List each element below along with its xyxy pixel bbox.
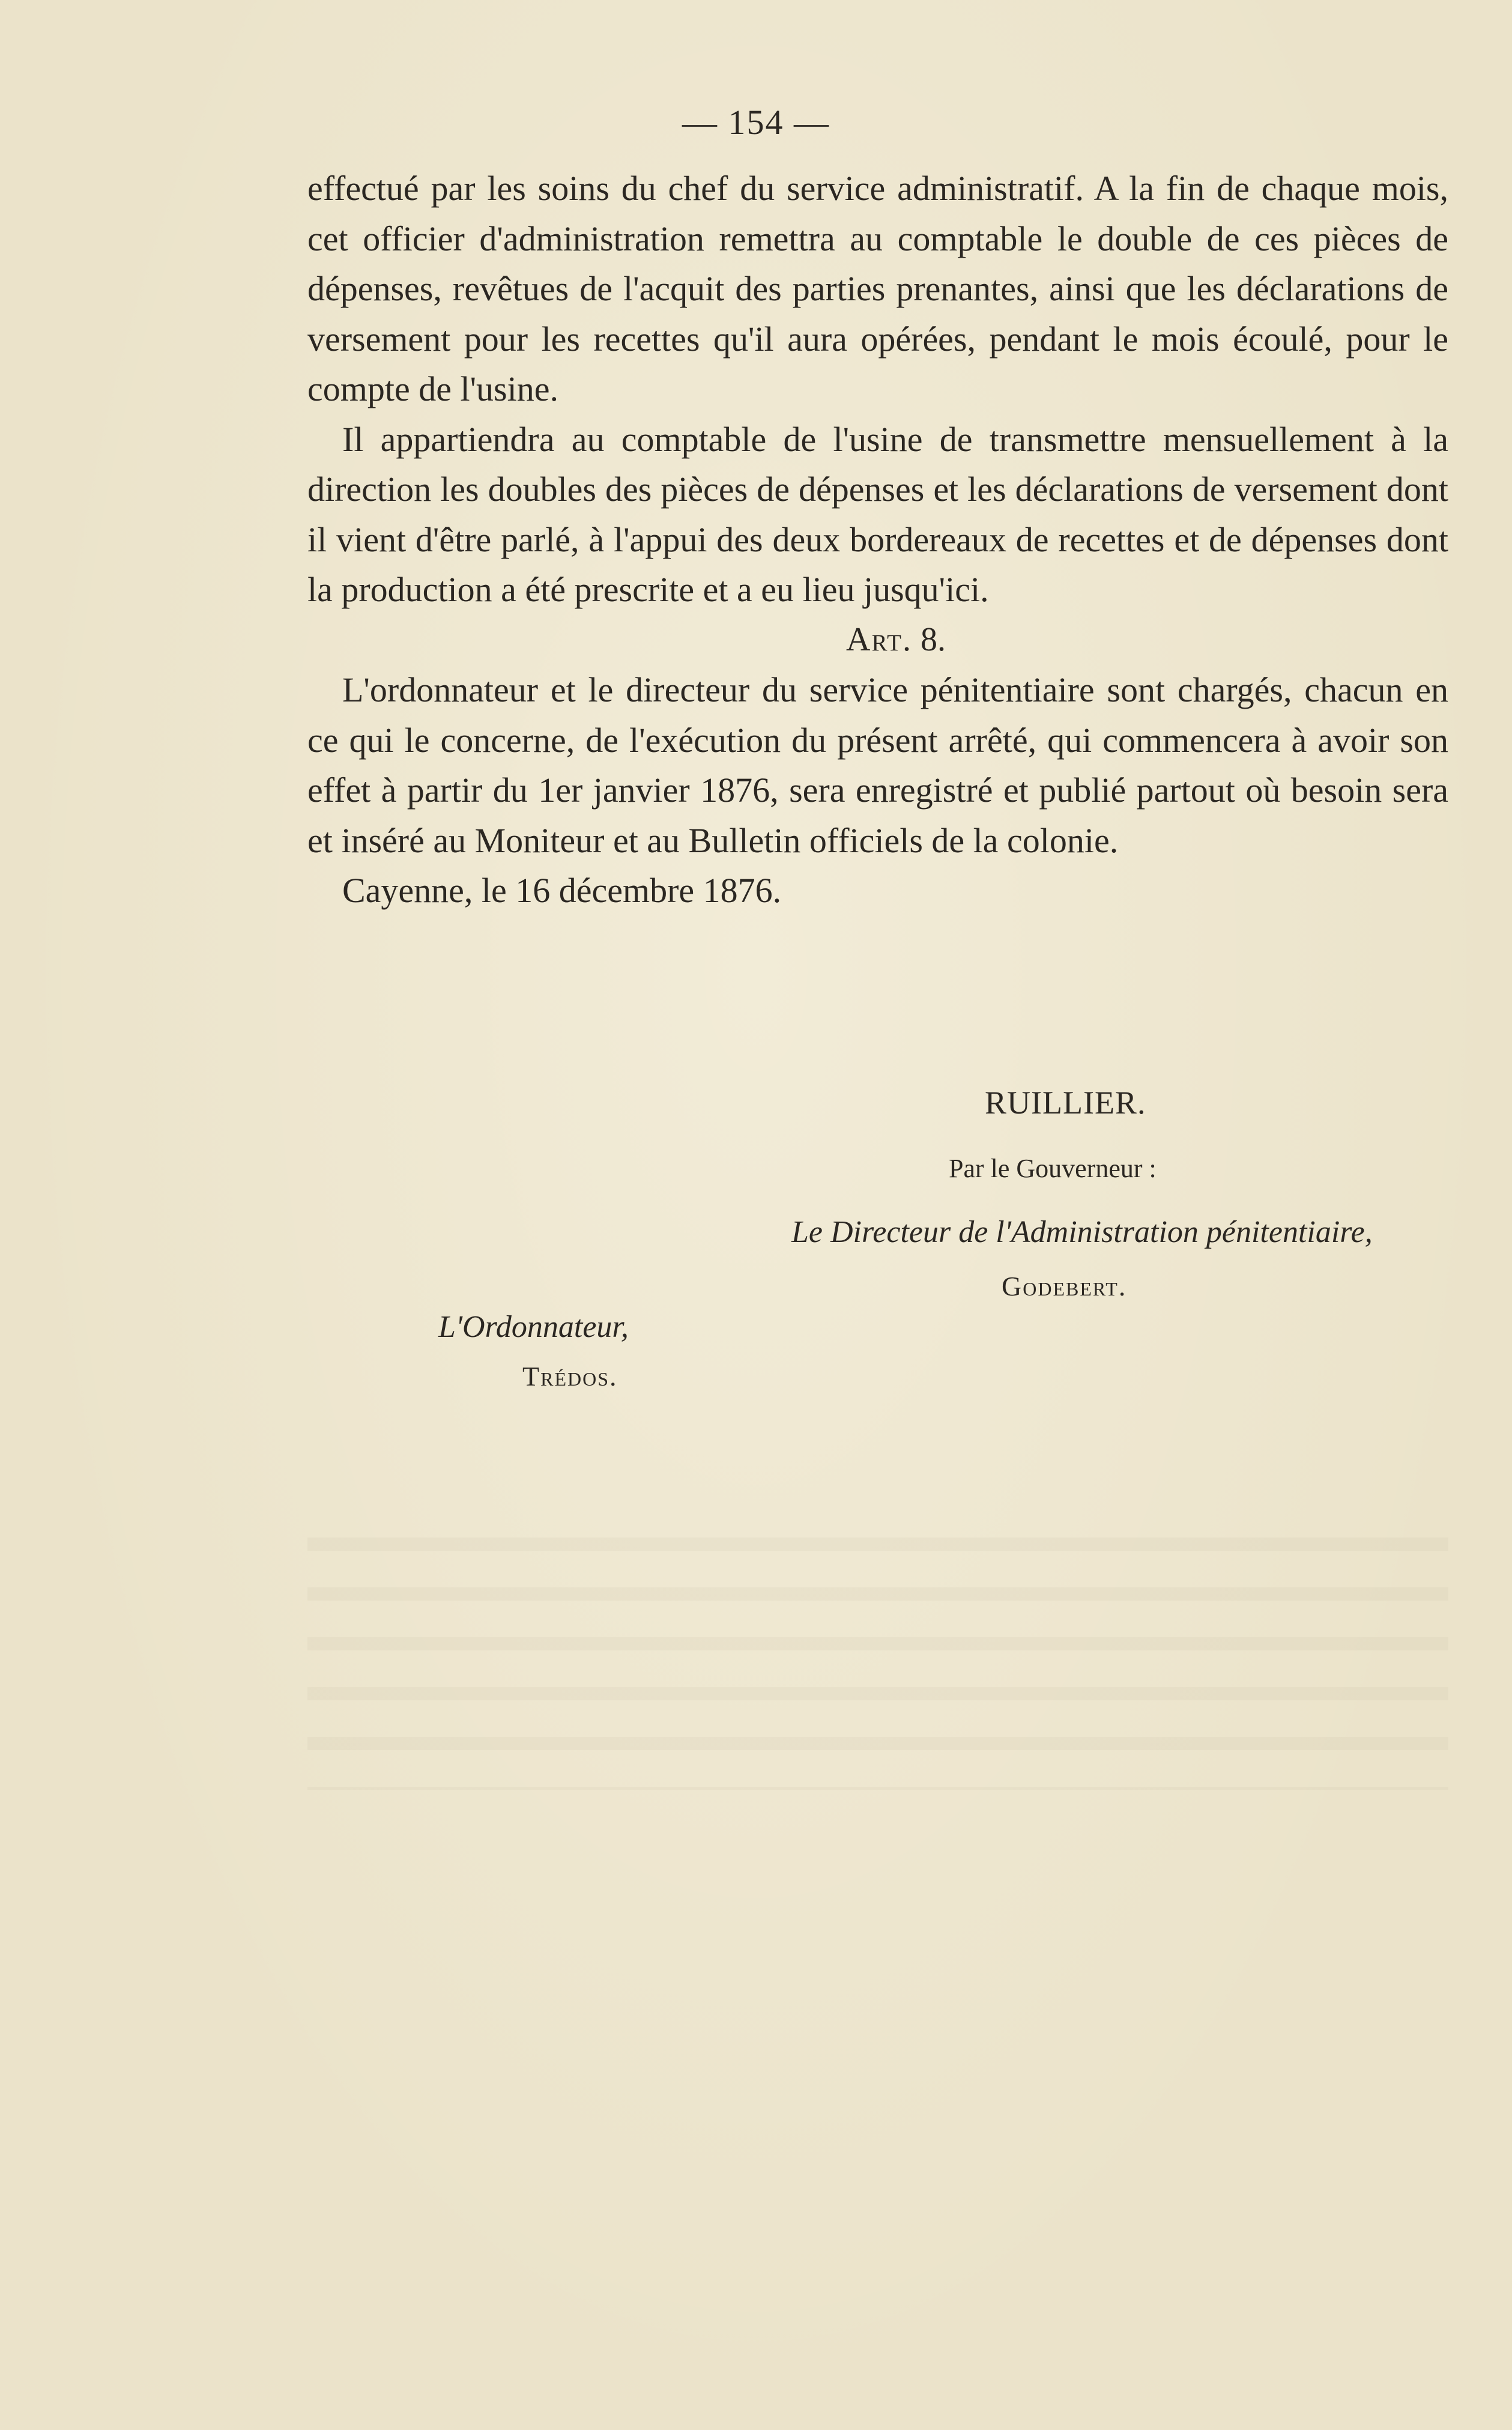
paragraph-continuation: effectué par les soins du chef du service administratif. A la fin de chaque mois, cet officier d'administration remettra au comptable le double de ces pièces de dépenses, revêtues de l'acquit des parties prenantes, ainsi que les déclarations de versement pour les recettes qu'il aura opérées, pendant le mois écoulé, pour le compte de l'usine. xyxy=(307,169,1448,408)
governor-signature: RUILLIER. xyxy=(985,1085,1146,1121)
ordonnateur-title: L'Ordonnateur, xyxy=(438,1310,629,1344)
bleed-through-texture xyxy=(307,1538,1448,1790)
page-number: — 154 — xyxy=(682,103,830,142)
article-text: L'ordonnateur et le directeur du service pénitentiaire sont chargés, chacun en ce qui le concerne, de l'exécution du présent arrêté, qui commencera à avoir son effet à partir du 1er janvier 1876, sera enregistré et publié partout où besoin sera et inséré au Moniteur et au Bulletin officiels de la colonie. xyxy=(307,670,1448,860)
article-number: 8. xyxy=(920,620,946,658)
document-body xyxy=(307,163,1448,916)
date-line: Cayenne, le 16 décembre 1876. xyxy=(342,871,782,910)
article-heading xyxy=(307,615,1448,665)
ordonnateur-signature: Trédos. xyxy=(522,1361,618,1392)
article-label: Art. xyxy=(846,620,912,658)
paragraph-comptable: Il appartiendra au comptable de l'usine de transmettre mensuellement à la direction les doubles des pièces de dépenses et les déclarations de versement dont il vient d'être parlé, à l'appui des deux bordereaux de recettes et de dépenses dont la production a été prescrite et a eu lieu jusqu'ici. xyxy=(307,419,1448,609)
by-governor-label: Par le Gouverneur : xyxy=(949,1154,1157,1183)
director-signature: Godebert. xyxy=(1002,1271,1127,1301)
director-title: Le Directeur de l'Administration pénitentiaire, xyxy=(791,1215,1373,1249)
